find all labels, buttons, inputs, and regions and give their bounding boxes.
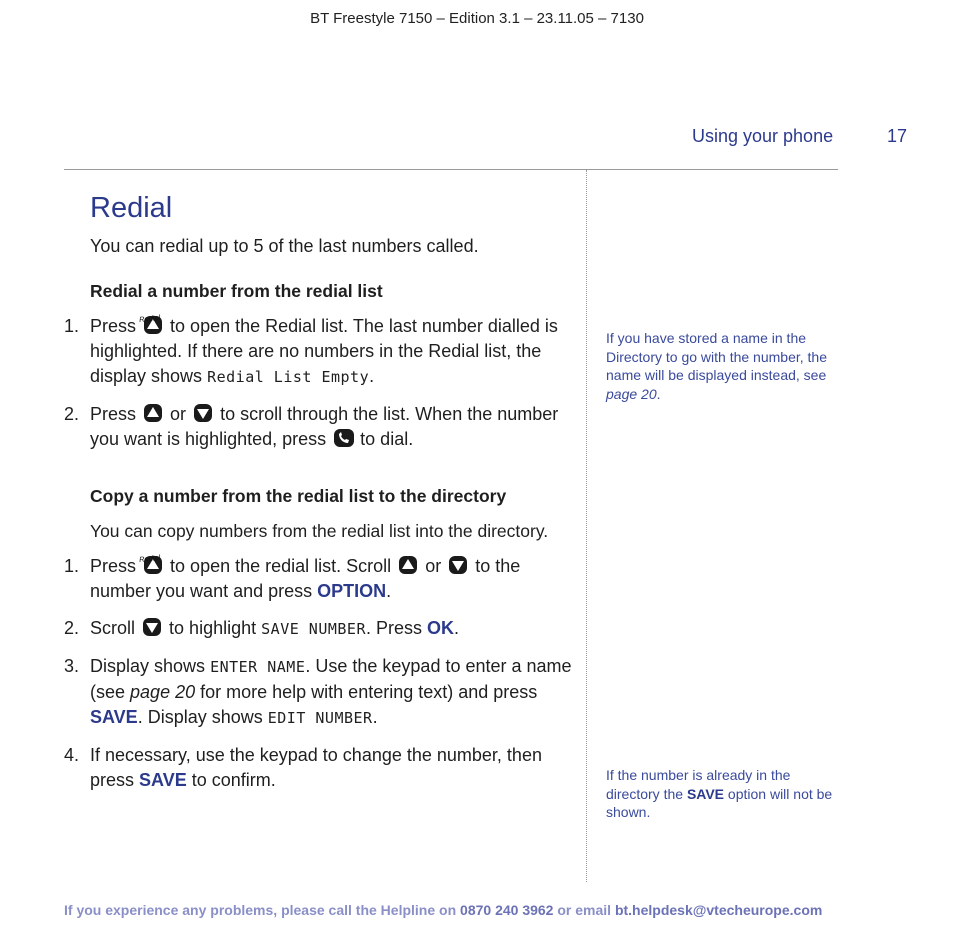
redial-key-icon: Redial [143,555,163,575]
step-number: 2. [64,404,80,424]
lcd-save-number: SAVE NUMBER [261,620,366,638]
redial-heading: Redial a number from the redial list [90,281,383,301]
step-number: 1. [64,316,80,336]
step-number: 1. [64,556,80,576]
scroll-up-icon [143,403,163,423]
option-keyword: OPTION [317,581,387,601]
intro-text: You can redial up to 5 of the last numbers called. [90,236,479,256]
section-title: Using your phone [692,126,834,146]
edition-line: BT Freestyle 7150 – Edition 3.1 – 23.11.05 – 7130 [310,10,644,27]
side-note-directory-name: If you have stored a name in the Directory to go with the number, the name will be displayed instead, see page 20. [606,330,827,402]
save-keyword: SAVE [686,785,725,802]
copy-step-1: 1. Press Redial to open the redial list. Scroll or to the number you want and press OPTION. [64,552,521,601]
copy-intro: You can copy numbers from the redial list into the directory. [90,521,549,541]
helpline-footer: If you experience any problems, please call the Helpline on 0870 240 3962 or email bt.helpdesk@vtecheurope.com [64,902,823,918]
step-number: 3. [64,656,80,676]
save-keyword: SAVE [139,770,187,790]
redial-step-1: 1. Press Redial to open the Redial list. The last number dialled is highlighted. If there are no numbers in the Redial list, the display shows Redial List Empty. [64,312,558,386]
helpdesk-email: bt.helpdesk@vtecheurope.com [614,902,823,918]
copy-step-4: 4. If necessary, use the keypad to change the number, then press SAVE to confirm. [64,745,542,790]
lcd-edit-number: EDIT NUMBER [267,709,373,727]
page-title: Redial [90,192,173,224]
scroll-up-icon [398,555,418,575]
scroll-down-icon [142,617,162,637]
redial-key-icon: Redial [143,315,163,335]
ok-keyword: OK [427,618,455,638]
step-number: 2. [64,618,80,638]
header-divider [64,169,838,170]
column-divider [586,170,587,882]
scroll-down-icon [448,555,468,575]
page-number: 17 [887,126,908,146]
copy-heading: Copy a number from the redial list to the directory [90,486,507,506]
talk-key-icon [333,428,353,448]
lcd-enter-name: ENTER NAME [210,658,306,676]
lcd-redial-list-empty: Redial List Empty [207,368,370,386]
save-keyword: SAVE [90,707,138,727]
scroll-down-icon [193,403,213,423]
copy-step-2: 2. Scroll to highlight SAVE NUMBER. Press OK. [64,616,574,642]
helpline-phone: 0870 240 3962 [460,902,554,918]
side-note-already-in-directory: If the number is already in the directory the SAVE option will not be shown. [606,767,833,820]
page-reference: page 20 [130,682,196,702]
main-column [64,188,574,805]
step-number: 4. [64,745,80,765]
redial-step-2: 2. Press or to scroll through the list. When the number you want is highlighted, press to dial. [64,404,559,449]
copy-step-3: 3. Display shows ENTER NAME. Use the keypad to enter a name (see page 20 for more help with entering text) and press SAVE. Display shows EDIT NUMBER. [64,656,572,727]
page-reference: page 20 [606,385,657,402]
